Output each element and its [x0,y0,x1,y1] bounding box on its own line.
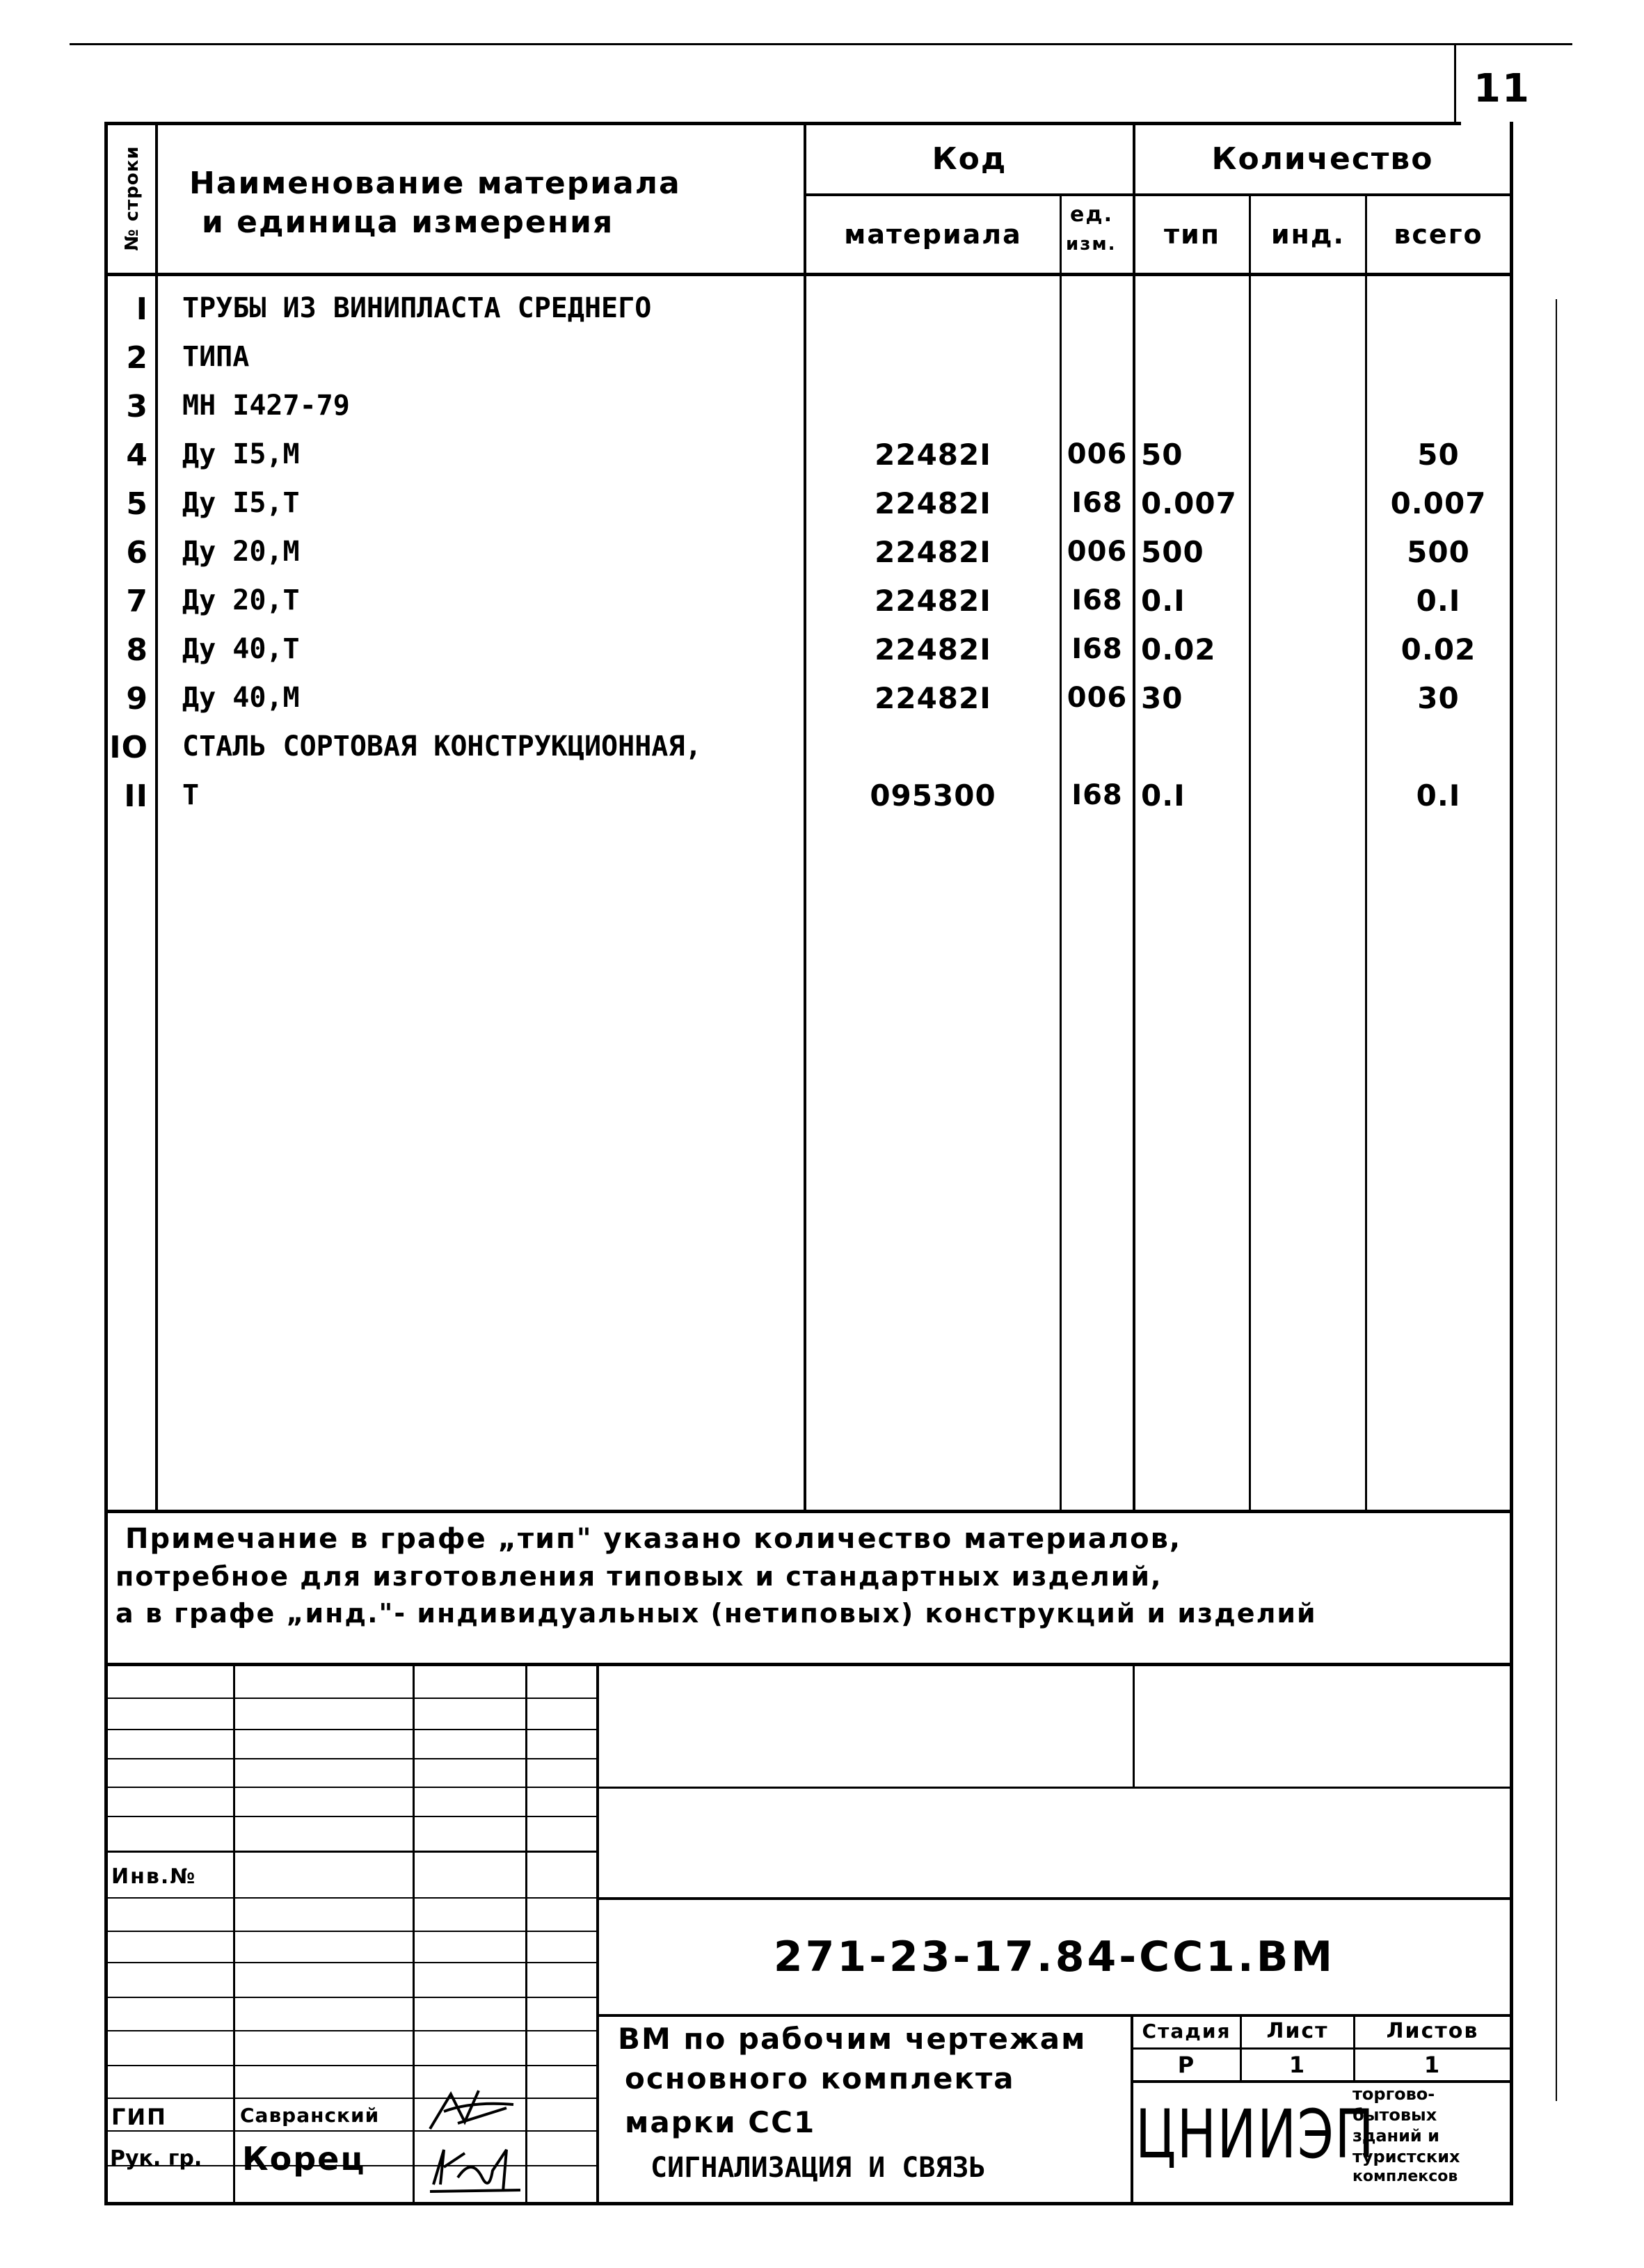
note-line2: потребное для изготовления типовых и стандартных изделий, [115,1561,1163,1592]
tb-left-row-line [104,1997,598,1998]
row-number: 5 [126,486,148,522]
row-name: ТИПА [182,341,250,373]
row-code: 22482I [875,486,991,520]
header-code-material: материала [844,219,1022,250]
name-group-lead: Корец [242,2140,366,2178]
row-code: 095300 [870,778,996,813]
inv-label: Инв.№ [111,1864,197,1889]
table-right-border [1510,122,1513,1517]
tb-upper-split [1133,1663,1135,1788]
org-desc-line3: зданий и [1352,2126,1439,2146]
sheet-value: 1 [1288,2052,1307,2078]
row-qty-total: 500 [1407,535,1470,569]
row-unit: I68 [1071,487,1123,519]
tb-left-row-line [104,1851,598,1853]
row-qty-type: 0.007 [1141,486,1237,520]
table-left-border [104,122,108,1517]
row-number: 2 [126,340,148,376]
title-block-top [104,1663,1512,1666]
header-name-line2: и единица измерения [202,205,614,240]
col-line-ind [1365,193,1367,1510]
row-code: 22482I [875,535,991,569]
header-qty-total: всего [1394,219,1483,250]
sheets-value: 1 [1423,2052,1442,2078]
row-qty-total: 0.I [1416,584,1461,618]
header-name-line1: Наименование материала [189,166,681,201]
row-name: Ду I5,М [182,438,300,470]
header-code-group: Код [932,141,1007,177]
doc-title-line2: основного комплекта [625,2061,1015,2095]
tb-left-row-line [104,1758,598,1759]
tb-left-row-line [104,1931,598,1932]
row-number: 4 [126,438,148,473]
header-col-no: № строки [122,145,143,251]
row-qty-type: 500 [1141,535,1204,569]
tb-stage-row-2 [1131,2080,1512,2083]
tb-left-row-line [104,2030,598,2031]
note-line1: Примечание в графе „тип" указано количество материалов, [125,1523,1182,1555]
binding-line [1556,299,1557,2101]
title-block-bottom [104,2202,1512,2205]
row-qty-total: 50 [1417,438,1460,472]
page-number-box-left [1454,43,1456,123]
col-line-unit [1133,122,1135,1510]
doc-subtitle: СИГНАЛИЗАЦИЯ И СВЯЗЬ [651,2152,986,2184]
header-qty-group: Количество [1211,141,1434,177]
tb-col-2 [413,1663,415,2203]
row-name: Т [182,779,200,811]
tb-col-1 [233,1663,235,2203]
header-unit-line1: ед. [1070,202,1113,227]
role-group-lead: Рук. гр. [110,2146,202,2171]
col-line-name [804,122,806,1510]
top-trim-line [70,43,1572,45]
row-name: Ду 20,М [182,536,300,568]
row-name: Ду 20,Т [182,584,300,616]
tb-left-row-line [104,1816,598,1817]
row-name: Ду 40,М [182,682,300,714]
role-gip: ГИП [111,2104,167,2130]
row-qty-type: 30 [1141,681,1183,715]
row-qty-total: 0.I [1416,778,1461,813]
doc-title-line1: ВМ по рабочим чертежам [618,2022,1087,2056]
org-desc-line4: туристских [1352,2147,1460,2166]
header-unit-line2: изм. [1066,234,1117,255]
col-line-type [1249,193,1251,1510]
row-unit: I68 [1071,633,1123,665]
document-code: 271-23-17.84-СС1.ВМ [773,1933,1336,1981]
row-number: 9 [126,681,148,717]
tb-left-row-line [104,1897,598,1899]
row-unit: 006 [1067,438,1128,470]
org-desc-line1: торгово- [1352,2084,1435,2104]
header-qty-ind: инд. [1270,219,1345,250]
header-unit [1062,196,1133,273]
title-block-left [104,1510,108,2205]
tb-upper-row-1 [596,1787,1512,1789]
row-number: 6 [126,535,148,570]
tb-left-row-line [104,2065,598,2066]
tb-left-row-line [104,1962,598,1963]
stage-label: Стадия [1142,2020,1231,2043]
tb-left-row-line [104,1698,598,1699]
row-name: ТРУБЫ ИЗ ВИНИПЛАСТА СРЕДНЕГО [182,292,652,324]
org-desc-line5: комплексов [1352,2168,1458,2185]
signature-2 [416,2129,527,2198]
row-unit: 006 [1067,536,1128,568]
row-number: 3 [126,389,148,424]
page-number: 11 [1474,66,1531,111]
col-line-code [1060,193,1062,1510]
tb-left-row-line [104,1787,598,1788]
doc-title-line3: марки СС1 [625,2105,816,2139]
row-name: МН I427-79 [182,390,350,422]
header-qty-type: тип [1164,219,1220,250]
row-code: 22482I [875,584,991,618]
stage-value: Р [1177,2052,1196,2078]
row-qty-type: 50 [1141,438,1183,472]
header-bottom-line [104,273,1512,276]
table-body-bottom [104,1510,1512,1513]
row-code: 22482I [875,681,991,715]
row-number: 8 [126,632,148,668]
note-line3: а в графе „инд."- индивидуальных (нетиповых) конструкций и изделий [115,1598,1317,1629]
row-qty-total: 30 [1417,681,1460,715]
row-unit: 006 [1067,682,1128,714]
row-qty-total: 0.02 [1400,632,1476,666]
row-qty-type: 0.02 [1141,632,1216,666]
signature-1 [416,2080,527,2136]
sheets-label: Листов [1386,2019,1479,2043]
row-number: 7 [126,584,148,619]
row-qty-total: 0.007 [1390,486,1487,520]
row-name: Ду 40,Т [182,633,300,665]
title-block-right [1510,1510,1513,2205]
row-number: I [136,292,148,327]
org-logo-name: ЦНИИЭП [1135,2095,1375,2173]
col-line-no [155,122,158,1510]
tb-left-row-line [104,1729,598,1730]
row-name: Ду I5,Т [182,487,300,519]
row-qty-type: 0.I [1141,584,1186,618]
row-unit: I68 [1071,779,1123,811]
org-desc-line2: бытовых [1352,2105,1437,2125]
row-number: IO [109,730,148,765]
row-unit: I68 [1071,584,1123,616]
row-name: СТАЛЬ СОРТОВАЯ КОНСТРУКЦИОННАЯ, [182,730,702,762]
sheet-label: Лист [1266,2019,1329,2043]
row-code: 22482I [875,438,991,472]
row-code: 22482I [875,632,991,666]
row-number: II [124,778,148,814]
row-qty-type: 0.I [1141,778,1186,813]
name-gip: Савранский [240,2104,380,2127]
